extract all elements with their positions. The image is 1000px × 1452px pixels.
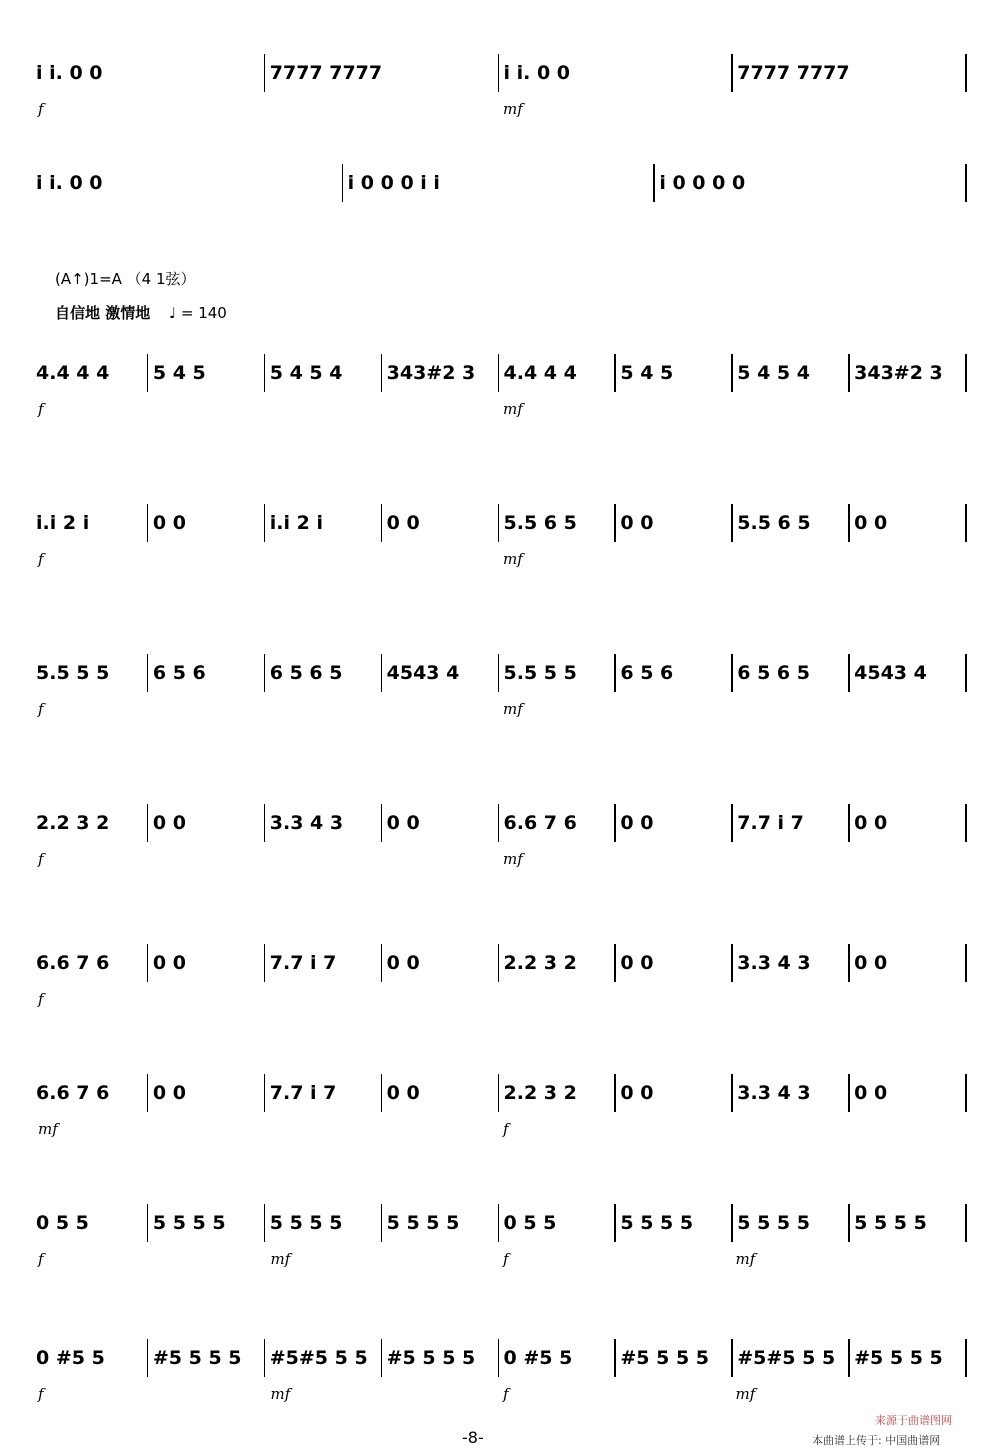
measure-notes: #5#5 5 5 (737, 1347, 836, 1369)
barline (731, 504, 733, 542)
dynamic-marking: mf (735, 1250, 756, 1268)
measure-notes: 0 0 (386, 952, 420, 974)
measure-notes: #5 5 5 5 (152, 1347, 242, 1369)
measure-notes: 5 5 5 5 (854, 1212, 927, 1234)
barline (848, 804, 850, 842)
measure-notes: 6 5 6 (620, 662, 674, 684)
dynamic-marking: mf (270, 1385, 291, 1403)
measure-notes: 3.3 4 3 (269, 812, 344, 834)
barline (381, 944, 383, 982)
barline (147, 804, 149, 842)
measure-notes: 5 4 5 (620, 362, 674, 384)
measure-notes: 3.3 4 3 (737, 1082, 811, 1104)
dynamic-marking: f (38, 700, 44, 718)
barline (147, 654, 149, 692)
barline (147, 504, 149, 542)
measure-notes: i i. 0 0 (503, 62, 571, 84)
measure-notes: 0 0 (854, 1082, 888, 1104)
dynamic-marking: mf (503, 100, 523, 118)
barline (731, 944, 733, 982)
barline (381, 354, 383, 392)
measure-notes: 3.3 4 3 (737, 952, 811, 974)
measure-notes: 6.6 7 6 (36, 952, 110, 974)
measure-notes: 0 0 (620, 512, 654, 534)
dynamic-marking: f (503, 1385, 509, 1403)
measure-notes: 6 5 6 (152, 662, 206, 684)
barline (147, 1074, 149, 1112)
key-signature: (A↑)1=A （4 1弦） (55, 270, 196, 288)
measure-notes: 4543 4 (386, 662, 460, 684)
measure-notes: 343#2 3 (854, 362, 943, 384)
barline (848, 354, 850, 392)
measure-notes: 7.7 i 7 (269, 952, 337, 974)
barline (965, 54, 967, 92)
measure-notes: 4543 4 (854, 662, 927, 684)
tempo-marking (55, 302, 227, 323)
dynamic-marking: f (38, 990, 44, 1008)
dynamic-marking: mf (270, 1250, 291, 1268)
measure-notes: 0 0 (854, 812, 888, 834)
measure-notes: 7.7 i 7 (737, 812, 804, 834)
barline (965, 354, 967, 392)
measure-notes: 4.4 4 4 (503, 362, 577, 384)
measure-notes: #5#5 5 5 (269, 1347, 368, 1369)
measure-notes: i.i 2 i (269, 512, 323, 534)
barline (848, 654, 850, 692)
barline (381, 1339, 383, 1377)
dynamic-marking: f (38, 550, 44, 568)
barline (731, 1074, 733, 1112)
measure-notes: i i. 0 0 (36, 62, 103, 84)
measure-notes: 0 0 (152, 512, 186, 534)
measure-notes: i 0 0 0 i i (347, 172, 440, 194)
measure-notes: i i. 0 0 (36, 172, 103, 194)
measure-notes: 5.5 5 5 (36, 662, 110, 684)
tempo-value: = 140 (180, 304, 227, 322)
barline (147, 944, 149, 982)
dynamic-marking: f (38, 1250, 44, 1268)
measure-notes: 5.5 6 5 (503, 512, 577, 534)
barline (731, 1204, 733, 1242)
barline (498, 54, 500, 92)
dynamic-marking: f (38, 1385, 44, 1403)
barline (965, 504, 967, 542)
measure-notes: 6 5 6 5 (737, 662, 810, 684)
barline (965, 1204, 967, 1242)
dynamic-marking: mf (735, 1385, 756, 1403)
dynamic-marking: f (503, 1250, 509, 1268)
measure-notes: 2.2 3 2 (503, 1082, 577, 1104)
barline (614, 654, 616, 692)
measure-notes: 0 #5 5 (503, 1347, 573, 1369)
barline (264, 804, 266, 842)
dynamic-marking: mf (38, 1120, 58, 1138)
measure-notes: 5.5 6 5 (737, 512, 811, 534)
barline (731, 54, 733, 92)
barline (264, 654, 266, 692)
tempo-words: 自信地 激情地 (55, 304, 151, 322)
barline (965, 1074, 967, 1112)
measure-notes: 6.6 7 6 (503, 812, 577, 834)
measure-notes: 0 0 (620, 1082, 654, 1104)
measure-notes: #5 5 5 5 (620, 1347, 710, 1369)
measure-notes: #5 5 5 5 (386, 1347, 476, 1369)
barline (381, 1074, 383, 1112)
measure-notes: 0 0 (152, 812, 186, 834)
barline (498, 1339, 500, 1377)
barline (965, 944, 967, 982)
measure-notes: 2.2 3 2 (36, 812, 110, 834)
measure-notes: i.i 2 i (36, 512, 90, 534)
barline (147, 1339, 149, 1377)
measure-notes: 0 5 5 (503, 1212, 557, 1234)
barline (614, 1204, 616, 1242)
barline (147, 354, 149, 392)
barline (498, 1074, 500, 1112)
measure-notes: 0 0 (386, 512, 420, 534)
barline (498, 1204, 500, 1242)
measure-notes: 5.5 5 5 (503, 662, 577, 684)
barline (498, 654, 500, 692)
measure-notes: 0 0 (620, 952, 654, 974)
barline (614, 1074, 616, 1112)
measure-notes: 0 0 (386, 1082, 420, 1104)
measure-notes: 5 4 5 (152, 362, 206, 384)
dynamic-marking: f (38, 400, 44, 418)
barline (264, 54, 266, 92)
measure-notes: 343#2 3 (386, 362, 476, 384)
watermark: 来源于曲谱图网 (875, 1414, 952, 1427)
measure-notes: 0 5 5 (36, 1212, 89, 1234)
measure-notes: 5 5 5 5 (737, 1212, 810, 1234)
measure-notes: 5 4 5 4 (269, 362, 343, 384)
barline (614, 354, 616, 392)
measure-notes: 0 0 (152, 952, 186, 974)
barline (731, 354, 733, 392)
measure-notes: 0 #5 5 (36, 1347, 105, 1369)
barline (381, 504, 383, 542)
barline (614, 1339, 616, 1377)
measure-notes: 7777 7777 (269, 62, 383, 84)
measure-notes: 6 5 6 5 (269, 662, 343, 684)
quarter-note-icon: ♩ (169, 304, 177, 322)
barline (498, 804, 500, 842)
barline (614, 944, 616, 982)
barline (498, 504, 500, 542)
dynamic-marking: mf (503, 850, 523, 868)
barline (264, 944, 266, 982)
barline (381, 804, 383, 842)
barline (731, 804, 733, 842)
measure-notes: i 0 0 0 0 (659, 172, 746, 194)
barline (264, 1204, 266, 1242)
barline (731, 1339, 733, 1377)
barline (264, 354, 266, 392)
dynamic-marking: mf (503, 550, 523, 568)
measure-notes: 0 0 (386, 812, 420, 834)
measure-notes: 6.6 7 6 (36, 1082, 110, 1104)
barline (614, 504, 616, 542)
barline (731, 654, 733, 692)
barline (965, 164, 967, 202)
barline (848, 1074, 850, 1112)
measure-notes: 5 5 5 5 (269, 1212, 343, 1234)
barline (848, 1204, 850, 1242)
barline (264, 1339, 266, 1377)
page-number: -8- (462, 1428, 484, 1447)
barline (653, 164, 655, 202)
barline (614, 804, 616, 842)
measure-notes: 0 0 (854, 952, 888, 974)
barline (965, 804, 967, 842)
measure-notes: 0 0 (854, 512, 888, 534)
measure-notes: 7.7 i 7 (269, 1082, 337, 1104)
barline (147, 1204, 149, 1242)
measure-notes: 5 5 5 5 (386, 1212, 460, 1234)
barline (848, 1339, 850, 1377)
barline (848, 504, 850, 542)
barline (342, 164, 344, 202)
measure-notes: #5 5 5 5 (854, 1347, 943, 1369)
measure-notes: 7777 7777 (737, 62, 850, 84)
dynamic-marking: mf (503, 700, 523, 718)
measure-notes: 4.4 4 4 (36, 362, 110, 384)
measure-notes: 0 0 (620, 812, 654, 834)
measure-notes: 2.2 3 2 (503, 952, 577, 974)
measure-notes: 5 5 5 5 (152, 1212, 226, 1234)
dynamic-marking: f (38, 100, 44, 118)
footer-credit: 本曲谱上传于: 中国曲谱网 (812, 1434, 941, 1447)
dynamic-marking: mf (503, 400, 523, 418)
barline (264, 504, 266, 542)
barline (965, 654, 967, 692)
barline (965, 1339, 967, 1377)
barline (498, 944, 500, 982)
barline (498, 354, 500, 392)
barline (381, 1204, 383, 1242)
barline (848, 944, 850, 982)
measure-notes: 5 4 5 4 (737, 362, 810, 384)
dynamic-marking: f (503, 1120, 509, 1138)
measure-notes: 5 5 5 5 (620, 1212, 694, 1234)
barline (264, 1074, 266, 1112)
measure-notes: 0 0 (152, 1082, 186, 1104)
dynamic-marking: f (38, 850, 44, 868)
barline (381, 654, 383, 692)
